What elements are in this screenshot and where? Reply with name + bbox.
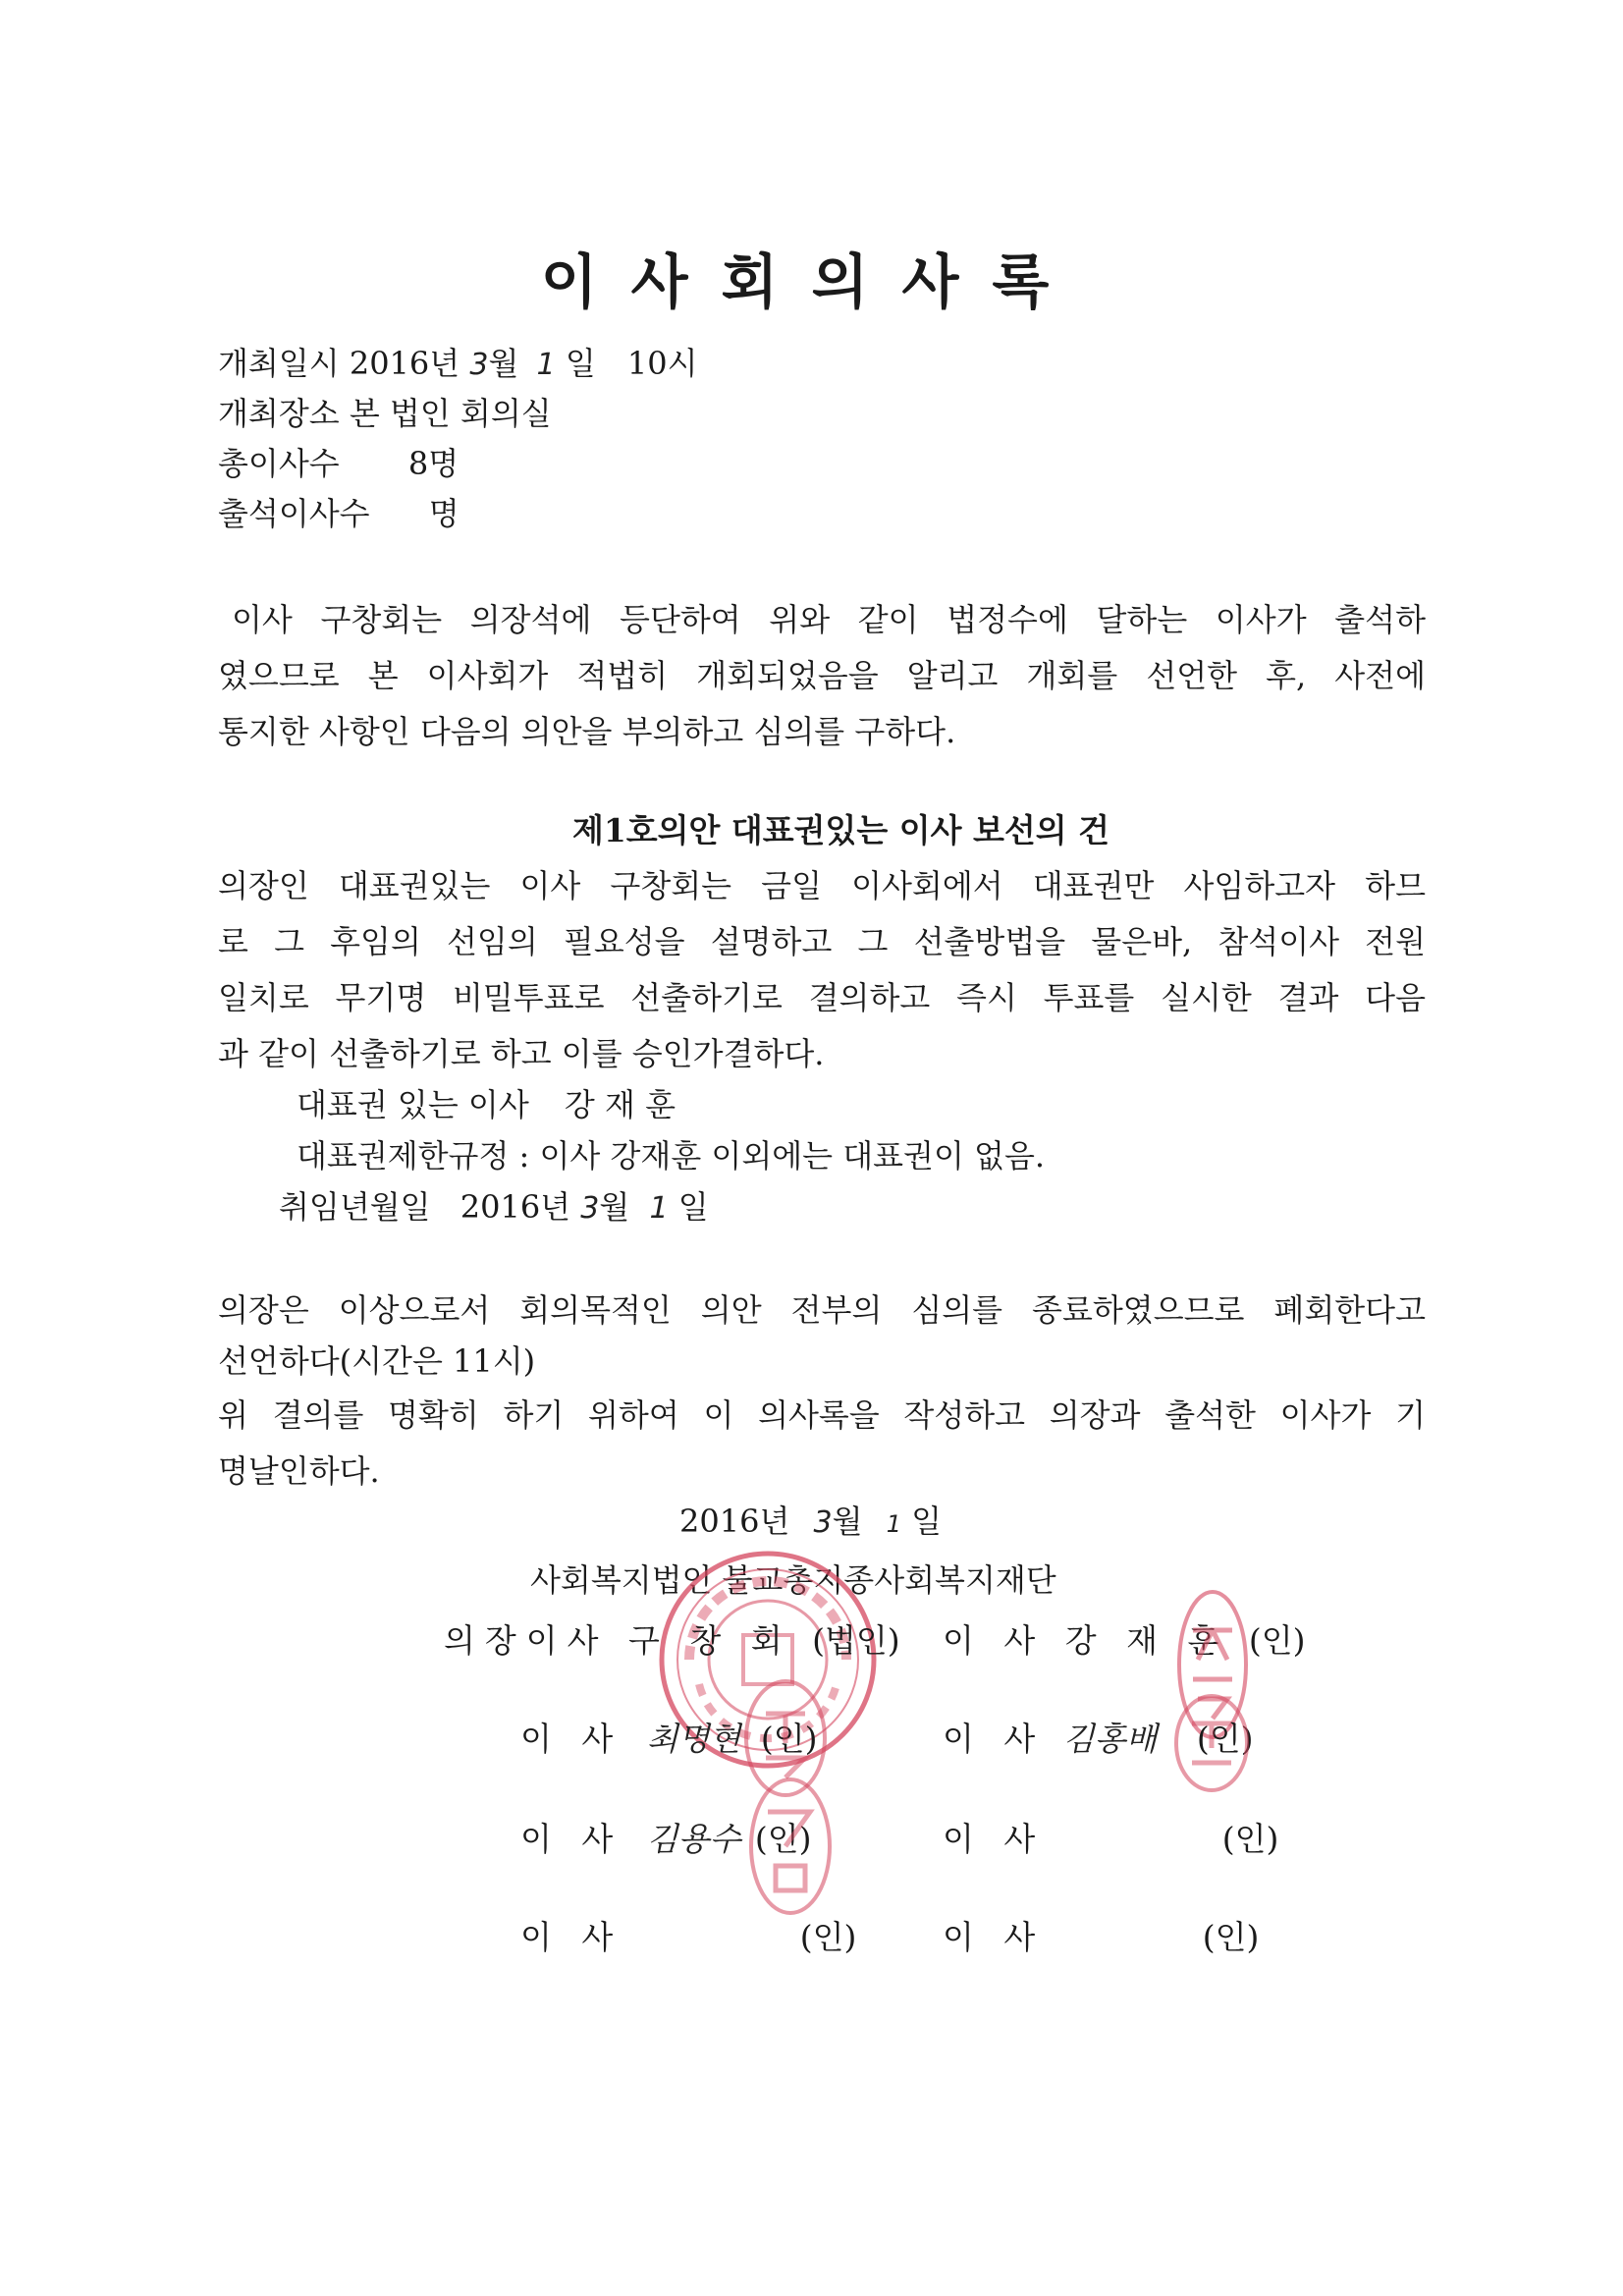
agenda-line-2: 로 그 후임의 선임의 필요성을 설명하고 그 선출방법을 물은바, 참석이사 전원 — [218, 923, 1426, 960]
total-value: 8명 — [407, 445, 460, 482]
attend-value: 명 — [428, 495, 460, 532]
appointee-date-label: 취임년월일 — [279, 1188, 431, 1226]
attending-directors — [218, 489, 460, 534]
sign-date-day-suffix: 일 — [911, 1503, 943, 1540]
appointee-name: 강 재 훈 — [564, 1086, 676, 1123]
closing-line-2: 선언하다(시간은 11시) — [218, 1342, 536, 1380]
intro-line-2: 였으므로 본 이사회가 적법히 개회되었음을 알리고 개회를 선언한 후, 사전에 — [218, 657, 1426, 694]
meeting-datetime — [218, 339, 698, 384]
intro-line-1: 이사 구창회는 의장석에 등단하여 위와 같이 법정수에 달하는 이사가 출석하 — [232, 601, 1426, 638]
appointee-date-month: 3 — [580, 1191, 600, 1226]
signatory-r4-left — [520, 1912, 856, 1958]
signatory-chair — [444, 1615, 900, 1662]
chair-seal-label: (법인) — [812, 1621, 900, 1660]
r4-left-seal-label: (인) — [799, 1918, 857, 1956]
r2-left-seal-label: (인) — [760, 1720, 818, 1758]
appointee-role — [297, 1080, 676, 1125]
appointee-role-label: 대표권 있는 이사 — [297, 1086, 529, 1123]
personal-seal-icon — [746, 1773, 835, 1920]
agenda-title: 제1호의안 대표권있는 이사 보선의 건 — [571, 811, 1110, 849]
closing-line-3: 위 결의를 명확히 하기 위하여 이 의사록을 작성하고 의장과 출석한 이사가 기 — [218, 1396, 1426, 1434]
datetime-year: 2016년 — [349, 345, 460, 382]
r1-right-seal-label: (인) — [1248, 1621, 1306, 1660]
chair-name: 구 창 회 — [628, 1621, 792, 1660]
datetime-time: 10시 — [626, 345, 698, 382]
meeting-place — [218, 389, 552, 434]
datetime-day: 1 — [536, 348, 556, 382]
r2-right-seal-label: (인) — [1196, 1720, 1254, 1758]
r2-left-title: 이 사 — [520, 1720, 623, 1758]
signatory-r4-right — [943, 1912, 1259, 1958]
closing-line-1: 의장은 이상으로서 회의목적인 의안 전부의 심의를 종료하였으므로 폐회한다고 — [218, 1291, 1426, 1329]
r3-left-name: 김용수 — [646, 1820, 741, 1858]
sign-date-year: 2016년 — [679, 1503, 790, 1540]
appointee-restriction: 대표권제한규정 : 이사 강재훈 이외에는 대표권이 없음. — [297, 1137, 1046, 1175]
place-label: 개최장소 — [218, 395, 340, 432]
agenda-line-1: 의장인 대표권있는 이사 구창회는 금일 이사회에서 대표권만 사임하고자 하므 — [218, 867, 1426, 904]
total-label: 총이사수 — [218, 445, 340, 482]
intro-line-3: 통지한 사항인 다음의 의안을 부의하고 심의를 구하다. — [218, 713, 956, 750]
sign-date-day: 1 — [886, 1510, 901, 1538]
appointee-date-day: 1 — [649, 1191, 669, 1226]
r3-left-title: 이 사 — [520, 1820, 623, 1858]
sign-date-month-suffix: 월 — [832, 1503, 863, 1540]
r2-left-name: 최명현 — [646, 1720, 741, 1758]
r4-left-title: 이 사 — [520, 1918, 623, 1956]
signatory-r3-right — [943, 1814, 1278, 1860]
agenda-line-4: 과 같이 선출하기로 하고 이를 승인가결하다. — [218, 1035, 825, 1072]
r1-right-name: 강 재 훈 — [1064, 1621, 1229, 1660]
place-value: 본 법인 회의실 — [349, 395, 552, 432]
r4-right-title: 이 사 — [943, 1918, 1046, 1956]
appointee-date-month-suffix: 월 — [599, 1188, 630, 1226]
datetime-day-suffix: 일 — [565, 345, 596, 382]
agenda-line-3: 일치로 무기명 비밀투표로 선출하기로 결의하고 즉시 투표를 실시한 결과 다음 — [218, 979, 1426, 1016]
r4-right-seal-label: (인) — [1202, 1918, 1260, 1956]
r3-right-seal-label: (인) — [1221, 1820, 1279, 1858]
datetime-month: 3 — [469, 348, 489, 382]
r2-right-title: 이 사 — [943, 1720, 1046, 1758]
datetime-label: 개최일시 — [218, 345, 340, 382]
total-directors — [218, 439, 459, 484]
appointee-date-day-suffix: 일 — [677, 1188, 709, 1226]
datetime-month-suffix: 월 — [488, 345, 519, 382]
appointee-date — [279, 1182, 709, 1228]
closing-line-4: 명날인하다. — [218, 1452, 380, 1490]
page-title: 이사회의사록 — [540, 248, 1083, 317]
sign-date — [679, 1497, 942, 1542]
r3-left-seal-label: (인) — [754, 1820, 812, 1858]
attend-label: 출석이사수 — [218, 495, 370, 532]
sign-date-month: 3 — [813, 1505, 833, 1540]
organization-name: 사회복지법인 불교총지종사회복지재단 — [530, 1561, 1056, 1599]
r1-right-title: 이 사 — [943, 1621, 1046, 1660]
chair-title: 의장이사 — [444, 1621, 609, 1660]
r3-right-title: 이 사 — [943, 1820, 1046, 1858]
appointee-date-year: 2016년 — [460, 1188, 571, 1226]
r2-right-name: 김홍배 — [1062, 1720, 1158, 1758]
personal-seal-icon — [1170, 1689, 1254, 1797]
